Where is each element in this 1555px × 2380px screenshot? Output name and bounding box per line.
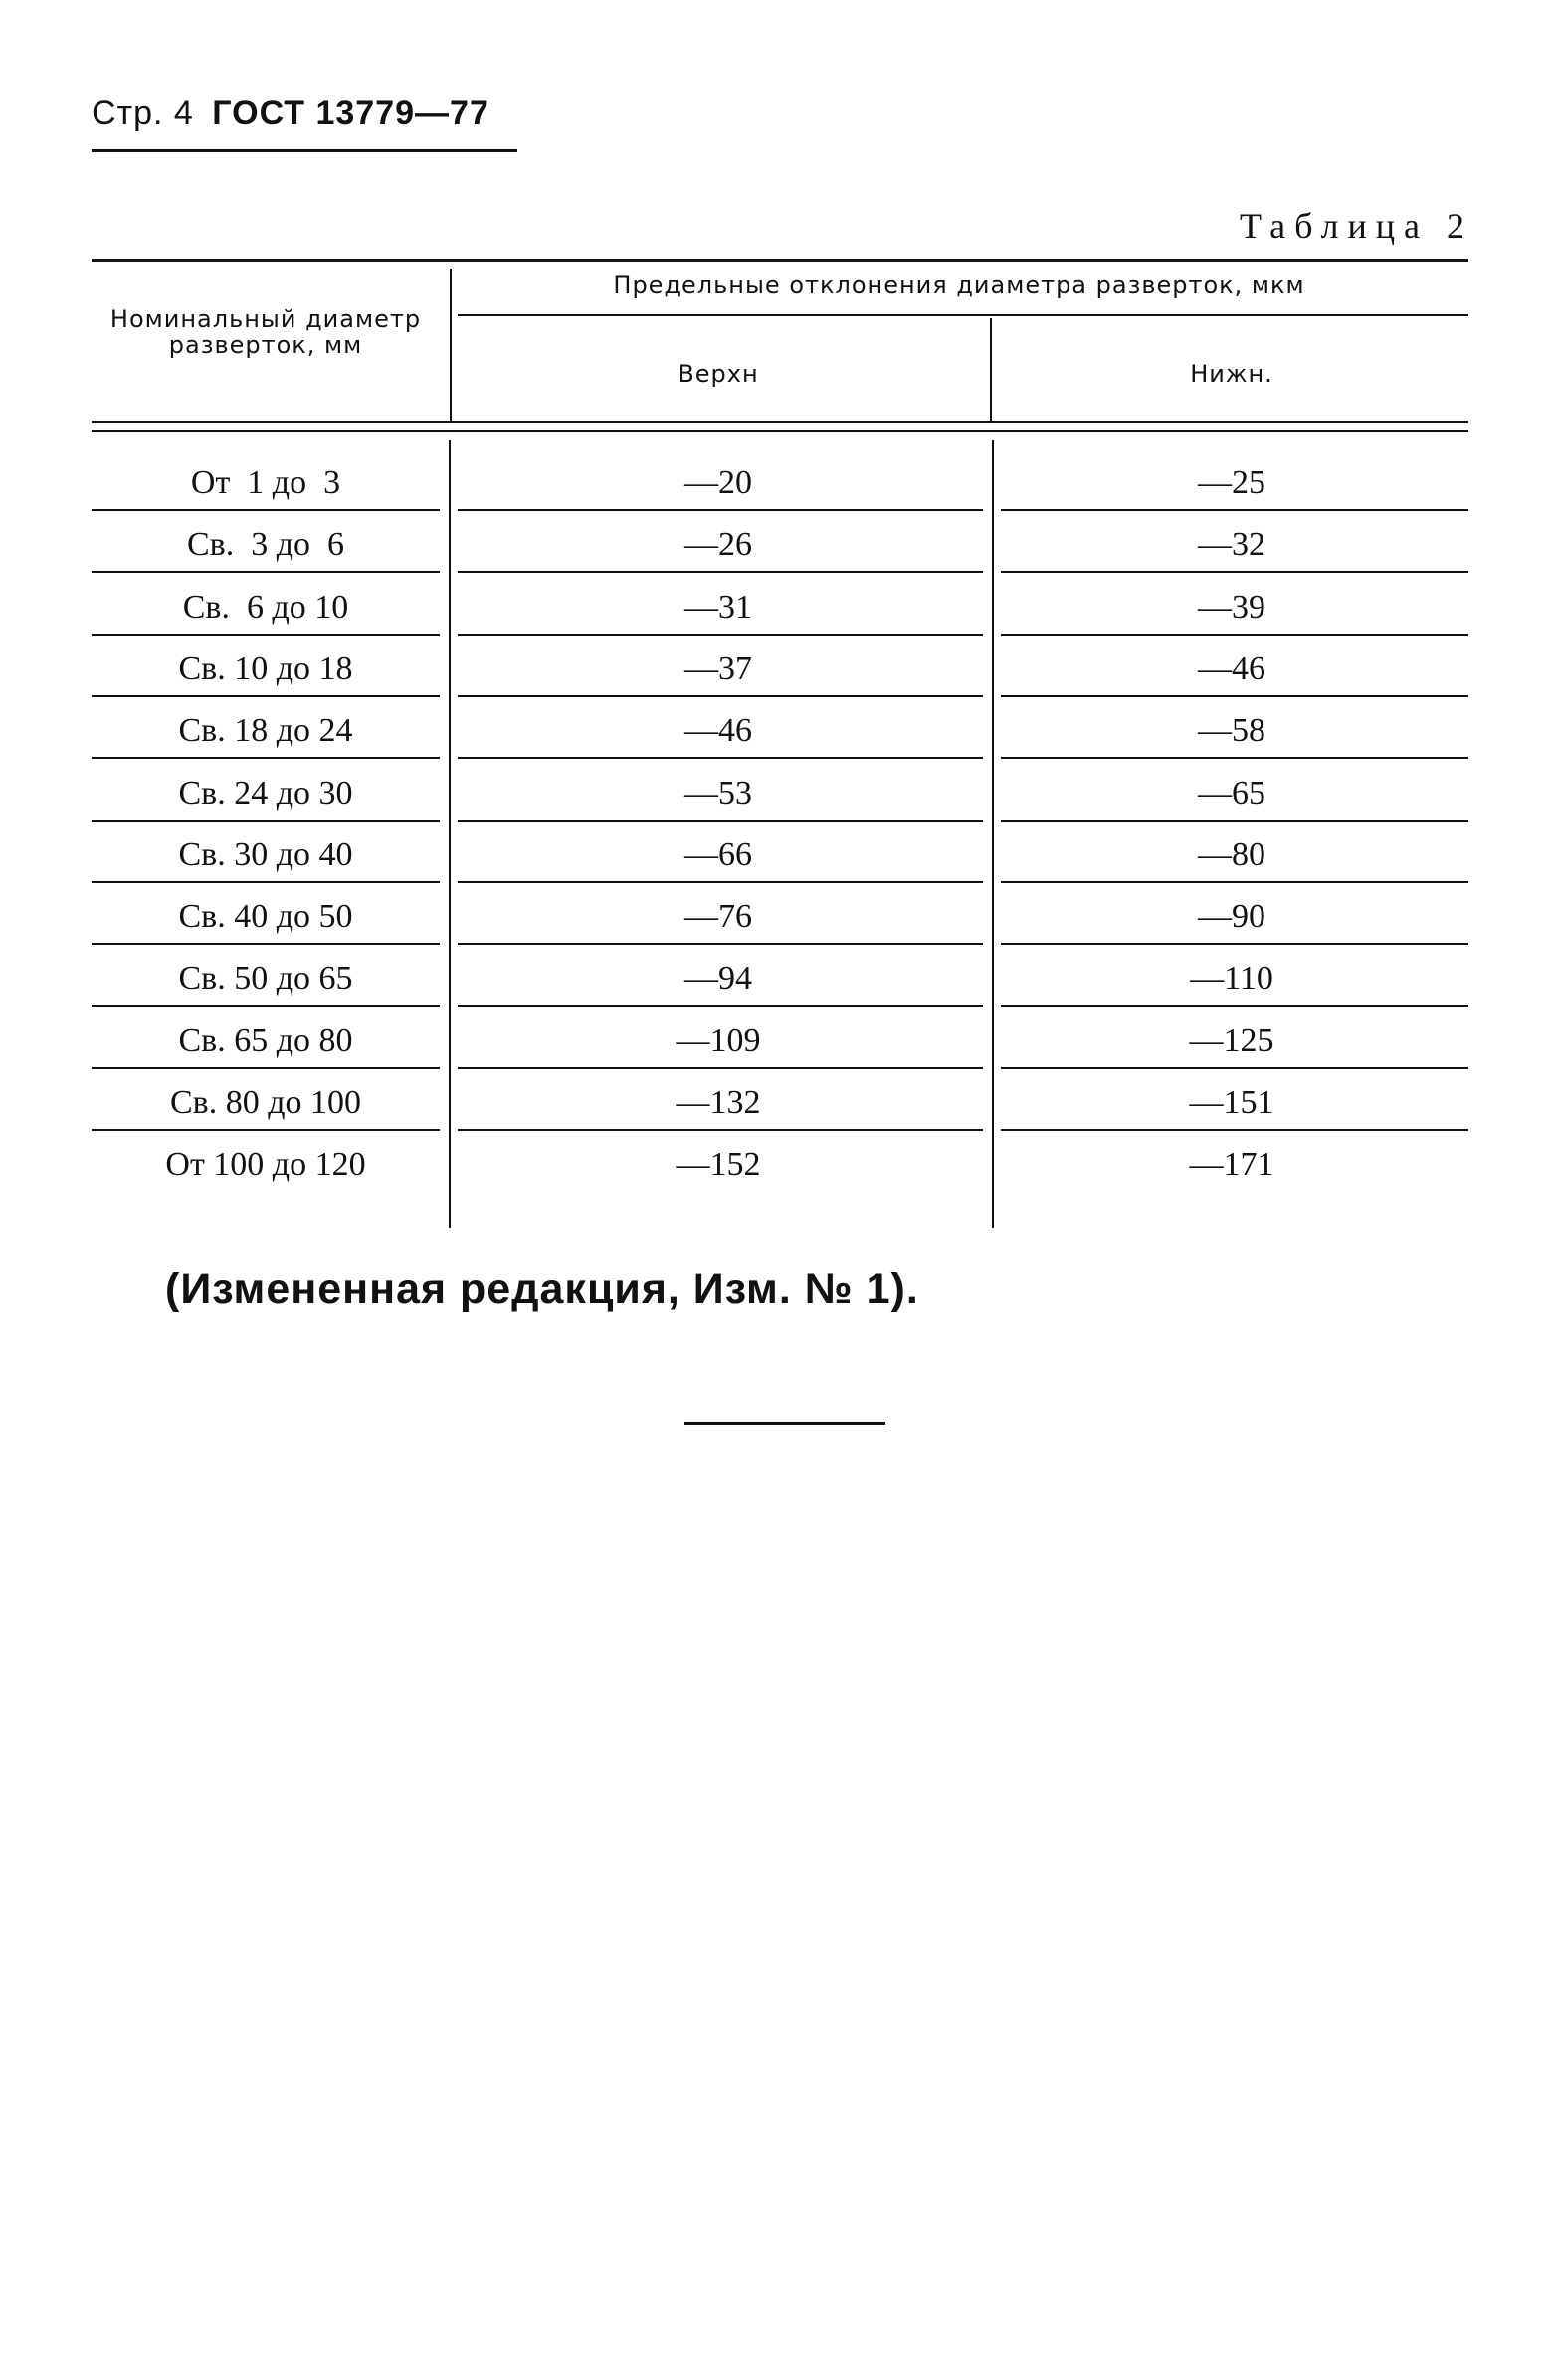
row-separator xyxy=(1001,1129,1468,1131)
row-separator xyxy=(1001,634,1468,636)
table-cell-upper: —53 xyxy=(684,775,752,812)
row-separator xyxy=(1001,881,1468,883)
table-cell-upper: —31 xyxy=(684,589,752,626)
row-separator xyxy=(458,509,983,511)
table-row-label: Св. 50 до 65 xyxy=(178,960,353,997)
table-label: Таблица 2 xyxy=(1240,206,1473,246)
row-separator xyxy=(1001,695,1468,697)
row-separator xyxy=(92,881,440,883)
row-separator xyxy=(92,634,440,636)
row-separator xyxy=(1001,820,1468,822)
header-upper: Верхн xyxy=(678,360,759,388)
table-cell-lower: —58 xyxy=(1198,712,1265,749)
header-lower: Нижн. xyxy=(1190,360,1273,388)
page-header xyxy=(92,94,489,133)
table-cell-upper: —26 xyxy=(684,526,752,563)
table-row-label: Св. 3 до 6 xyxy=(186,526,345,563)
body-divider-middle xyxy=(992,440,994,1228)
end-rule xyxy=(684,1422,885,1425)
row-separator xyxy=(1001,943,1468,945)
row-separator xyxy=(92,820,440,822)
row-separator xyxy=(458,571,983,573)
row-separator xyxy=(458,943,983,945)
table-cell-lower: —46 xyxy=(1198,650,1265,687)
table-top-rule xyxy=(92,259,1468,262)
row-separator xyxy=(92,571,440,573)
row-separator xyxy=(458,820,983,822)
header-nominal-diameter: Номинальный диаметр разверток, мм xyxy=(109,305,422,359)
header-divider-left xyxy=(450,269,452,422)
row-separator xyxy=(92,509,440,511)
page-number: Стр. 4 xyxy=(92,94,194,132)
table-cell-upper: —94 xyxy=(684,960,752,997)
table-cell-upper: —76 xyxy=(684,898,752,935)
table-row-label: От 1 до 3 xyxy=(190,464,341,501)
table-cell-upper: —132 xyxy=(676,1084,761,1121)
row-separator xyxy=(1001,1005,1468,1007)
table-cell-lower: —90 xyxy=(1198,898,1265,935)
row-separator xyxy=(458,695,983,697)
row-separator xyxy=(1001,757,1468,759)
row-separator xyxy=(92,1005,440,1007)
table-cell-lower: —39 xyxy=(1198,589,1265,626)
row-separator xyxy=(458,1129,983,1131)
table-cell-upper: —109 xyxy=(676,1022,761,1059)
row-separator xyxy=(92,1129,440,1131)
table-cell-upper: —46 xyxy=(684,712,752,749)
table-cell-upper: —66 xyxy=(684,836,752,873)
row-separator xyxy=(92,1067,440,1069)
table-row-label: Св. 80 до 100 xyxy=(169,1084,362,1121)
table-row-label: От 100 до 120 xyxy=(165,1146,366,1183)
header-deviations: Предельные отклонения диаметра разверток, мкм xyxy=(613,272,1305,299)
row-separator xyxy=(92,695,440,697)
row-separator xyxy=(92,943,440,945)
row-separator xyxy=(1001,1067,1468,1069)
table-cell-upper: —20 xyxy=(684,464,752,501)
header-divider-middle xyxy=(990,318,992,422)
table-cell-upper: —152 xyxy=(676,1146,761,1183)
row-separator xyxy=(1001,509,1468,511)
table-cell-lower: —25 xyxy=(1198,464,1265,501)
header-underline xyxy=(92,149,517,152)
table-cell-upper: —37 xyxy=(684,650,752,687)
row-separator xyxy=(1001,571,1468,573)
header-bottom-rule xyxy=(92,421,1468,423)
row-separator xyxy=(458,1067,983,1069)
table-row-label: Св. 10 до 18 xyxy=(178,650,353,687)
table-cell-lower: —65 xyxy=(1198,775,1265,812)
header-subdivider xyxy=(458,314,1468,316)
row-separator xyxy=(92,757,440,759)
table-cell-lower: —125 xyxy=(1189,1022,1274,1059)
row-separator xyxy=(458,881,983,883)
table-cell-lower: —32 xyxy=(1198,526,1265,563)
header-bottom-rule-double xyxy=(92,430,1468,432)
row-separator xyxy=(458,634,983,636)
table-row-label: Св. 18 до 24 xyxy=(178,712,353,749)
row-separator xyxy=(458,757,983,759)
row-separator xyxy=(458,1005,983,1007)
table-row-label: Св. 30 до 40 xyxy=(178,836,353,873)
revision-note: (Измененная редакция, Изм. № 1). xyxy=(165,1265,919,1313)
table-cell-lower: —110 xyxy=(1190,960,1273,997)
table-row-label: Св. 40 до 50 xyxy=(178,898,353,935)
table-cell-lower: —151 xyxy=(1189,1084,1274,1121)
table-row-label: Св. 65 до 80 xyxy=(178,1022,353,1059)
table-row-label: Св. 24 до 30 xyxy=(178,775,353,812)
standard-number: ГОСТ 13779—77 xyxy=(212,94,489,132)
table-cell-lower: —171 xyxy=(1189,1146,1274,1183)
table-row-label: Св. 6 до 10 xyxy=(182,589,349,626)
table-cell-lower: —80 xyxy=(1198,836,1265,873)
